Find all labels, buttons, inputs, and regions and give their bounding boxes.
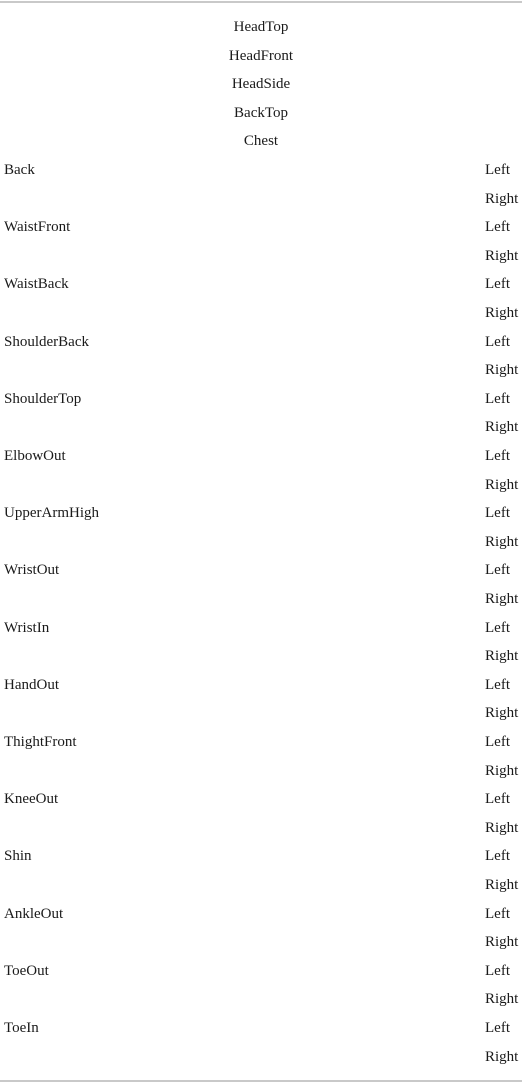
row-label: Back xyxy=(4,162,35,178)
side-right: Right xyxy=(485,762,519,779)
side-right: Right xyxy=(485,819,519,836)
side-right: Right xyxy=(485,362,519,379)
side-left: Left xyxy=(485,333,510,350)
side-right: Right xyxy=(485,877,519,893)
row-label: KneeOut xyxy=(4,791,59,808)
side-left: Left xyxy=(485,905,510,922)
table-top-rule xyxy=(0,1,522,3)
row-label: WristOut xyxy=(4,562,60,579)
table-bottom-rule xyxy=(0,1080,522,1082)
side-left: Left xyxy=(485,1020,510,1036)
row-label: ThightFront xyxy=(4,734,77,750)
row-label: ShoulderTop xyxy=(4,390,82,407)
side-left: Left xyxy=(485,276,510,293)
side-left: Left xyxy=(485,448,510,464)
centered-item: HeadFront xyxy=(228,47,294,64)
side-left: Left xyxy=(485,619,510,636)
side-right: Right xyxy=(485,476,519,493)
side-left: Left xyxy=(485,962,510,979)
side-left: Left xyxy=(485,390,510,407)
side-left: Left xyxy=(485,791,510,808)
side-right: Right xyxy=(485,591,519,607)
side-right: Right xyxy=(485,305,519,321)
side-right: Right xyxy=(485,991,519,1008)
side-left: Left xyxy=(485,734,510,750)
centered-item: BackTop xyxy=(234,104,288,121)
row-label: UpperArmHigh xyxy=(4,505,99,522)
side-right: Right xyxy=(485,1048,519,1065)
side-left: Left xyxy=(485,505,510,522)
side-left: Left xyxy=(485,848,510,865)
centered-item: HeadTop xyxy=(233,19,289,35)
side-right: Right xyxy=(485,419,519,436)
side-right: Right xyxy=(485,648,519,665)
row-label: WaistFront xyxy=(4,219,71,236)
side-right: Right xyxy=(485,533,519,550)
row-label: Shin xyxy=(4,848,32,865)
row-label: ElbowOut xyxy=(4,448,66,464)
side-right: Right xyxy=(485,705,519,722)
row-label: WaistBack xyxy=(4,276,69,293)
side-left: Left xyxy=(485,162,510,178)
side-right: Right xyxy=(485,247,519,264)
row-label: AnkleOut xyxy=(4,905,64,922)
row-label: ToeOut xyxy=(4,962,49,979)
side-left: Left xyxy=(485,219,510,236)
row-label: HandOut xyxy=(4,676,59,693)
centered-item: Chest xyxy=(243,133,279,150)
row-label: ShoulderBack xyxy=(4,333,89,350)
row-label: WristIn xyxy=(4,619,50,636)
centered-item: HeadSide xyxy=(231,76,291,93)
side-left: Left xyxy=(485,562,510,579)
side-right: Right xyxy=(485,934,519,951)
side-left: Left xyxy=(485,676,510,693)
side-right: Right xyxy=(485,190,519,207)
row-label: ToeIn xyxy=(4,1020,39,1036)
